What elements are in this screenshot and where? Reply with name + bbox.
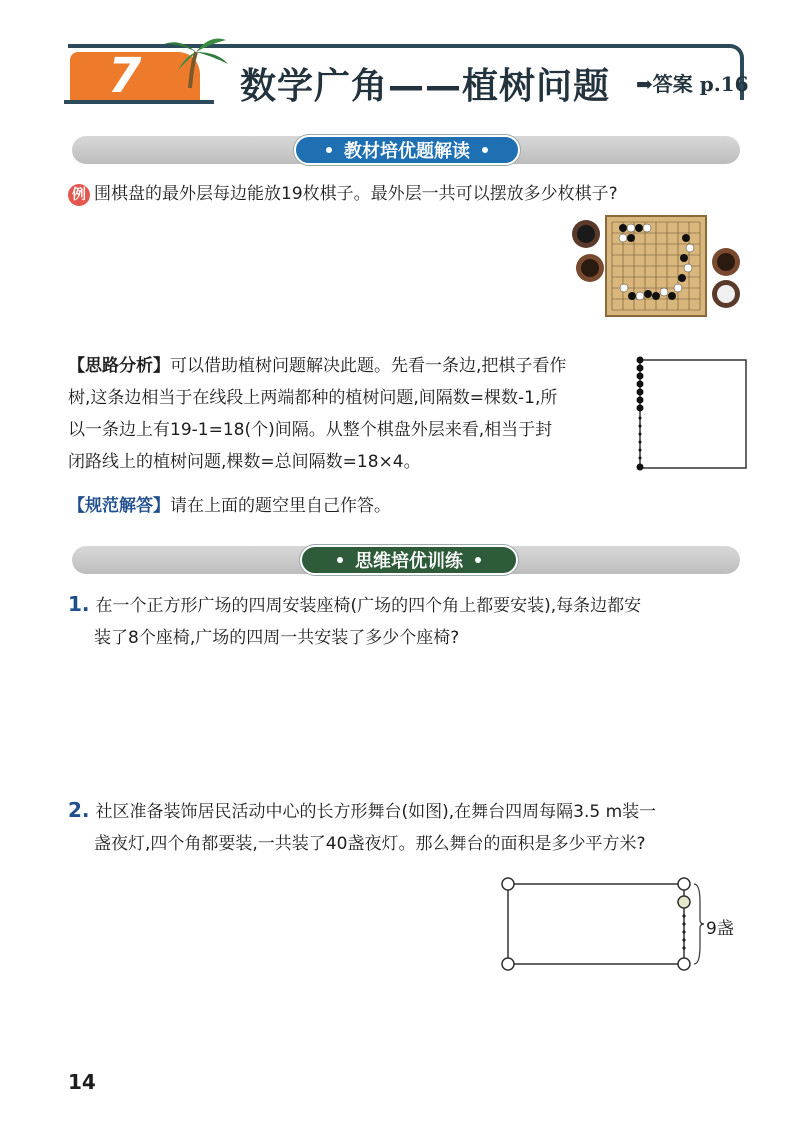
lamp-count-label: 9盏 [706,919,734,939]
section-title-training [300,545,518,575]
standard-answer [68,494,391,518]
question-2-line-2: 盏夜灯,四个角都要装,一共装了40盏夜灯。那么舞台的面积是多少平方米? [94,834,646,854]
analysis-label: 【思路分析】 [68,356,170,376]
answer-text: 请在上面的题空里自己作答。 [170,496,391,516]
analysis-text: 可以借助植树问题解决此题。先看一条边,把棋子看作 [170,356,567,376]
section-title-text: 教材培优题解读 [344,141,470,162]
question-2-line-1 [68,798,656,824]
analysis-line-4: 闭路线上的植树问题,棵数=总间隔数=18×4。 [68,452,421,472]
answer-label: 【规范解答】 [68,496,170,516]
example-text: 围棋盘的最外层每边能放19枚棋子。最外层一共可以摆放多少枚棋子? [94,184,618,204]
question-1-text: 在一个正方形广场的四周安装座椅(广场的四个角上都要安装),每条边都安 [95,596,642,616]
question-1-number: 1. [68,592,90,616]
analysis-line-2: 树,这条边相当于在线段上两端都种的植树问题,间隔数=棵数-1,所 [68,388,558,408]
question-1-line-1 [68,592,641,618]
analysis-line-3: 以一条边上有19-1=18(个)间隔。从整个棋盘外层来看,相当于封 [68,420,553,440]
page-title: 数学广角——植树问题 [240,66,611,107]
example-badge: 例 [68,184,90,206]
chapter-number: 7 [108,48,142,104]
question-1-line-2: 装了8个座椅,广场的四周一共安装了多少个座椅? [94,628,460,648]
stage-rectangle-diagram [496,872,706,976]
section-title-textbook [294,135,520,165]
square-edge-diagram [632,354,752,474]
go-board-illustration [566,212,744,318]
example-question [68,182,618,206]
answer-reference: ➡答案 p.16 [636,72,749,96]
question-2-text: 社区准备装饰居民活动中心的长方形舞台(如图),在舞台四周每隔3.5 m装一 [95,802,657,822]
section-title-text-2: 思维培优训练 [355,551,463,572]
question-2-number: 2. [68,798,90,822]
analysis-line-1 [68,354,566,378]
page-number: 14 [68,1070,96,1094]
palm-tree-icon [160,30,230,90]
